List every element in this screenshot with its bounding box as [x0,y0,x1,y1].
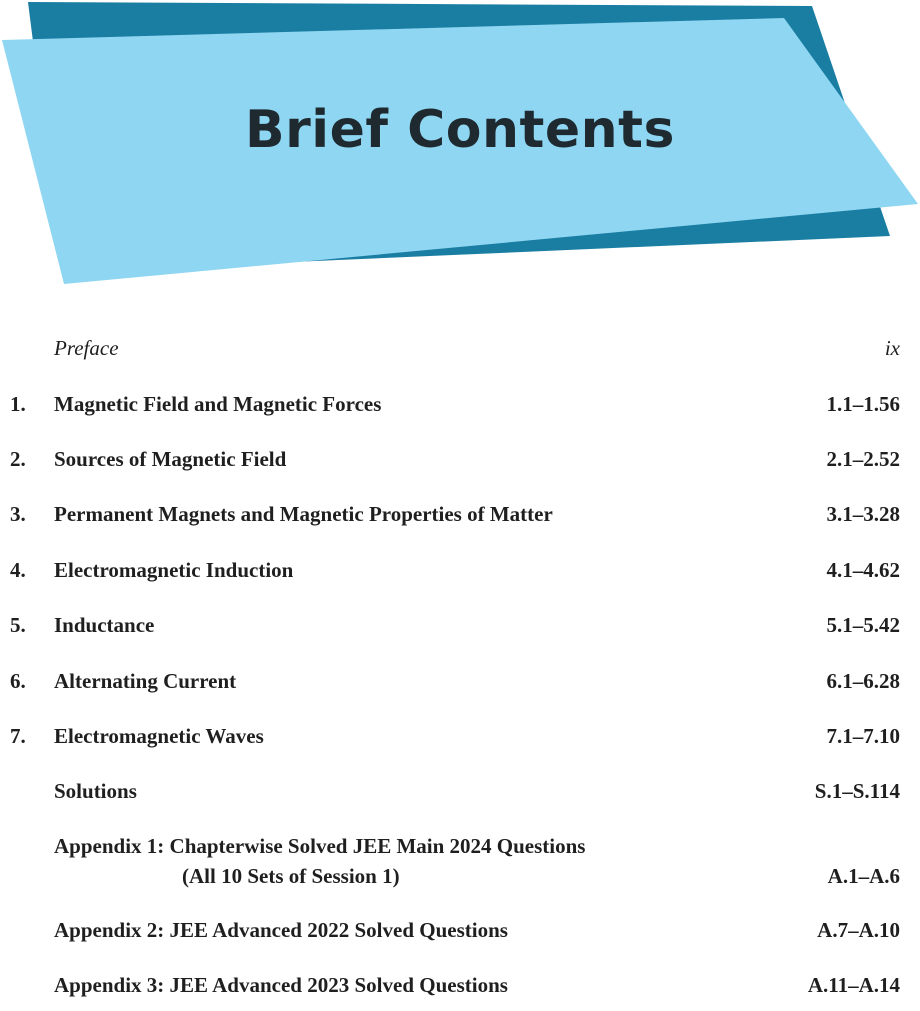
entry-pages: A.11–A.14 [807,973,900,997]
entry-label: Alternating Current [54,669,237,693]
toc-entry-chapter-5[interactable] [0,611,920,651]
entry-pages: 5.1–5.42 [826,613,900,637]
toc-entry-chapter-1[interactable] [0,390,920,430]
entry-label: Sources of Magnetic Field [54,447,287,471]
title-banner [0,0,920,300]
entry-pages: ix [884,336,900,360]
chapter-number: 6. [10,669,26,693]
toc-entry-chapter-4[interactable] [0,556,920,596]
entry-label: Appendix 1: Chapterwise Solved JEE Main 2024 Questions [54,834,586,858]
chapter-number: 4. [10,558,26,582]
entry-pages: 7.1–7.10 [826,724,900,748]
page-title: Brief Contents [245,100,675,160]
entry-pages: 1.1–1.56 [826,392,900,416]
toc-entry-chapter-6[interactable] [0,667,920,707]
chapter-number: 7. [10,724,26,748]
entry-label: Solutions [54,779,137,803]
toc-entry-appendix-3[interactable] [0,971,920,1011]
entry-pages: A.1–A.6 [827,864,900,888]
entry-pages: 6.1–6.28 [826,669,900,693]
entry-label: Preface [54,336,119,360]
entry-label: Appendix 2: JEE Advanced 2022 Solved Questions [54,918,508,942]
entry-pages: A.7–A.10 [817,918,900,942]
chapter-number: 2. [10,447,26,471]
entry-pages: 4.1–4.62 [826,558,900,582]
entry-pages: S.1–S.114 [814,779,900,803]
toc-entry-chapter-3[interactable] [0,500,920,540]
toc-entry-appendix-1[interactable] [0,832,920,892]
entry-label: Appendix 3: JEE Advanced 2023 Solved Questions [54,973,508,997]
entry-label: Inductance [54,613,155,637]
chapter-number: 3. [10,502,26,526]
toc-entry-solutions[interactable] [0,777,920,817]
entry-label: Magnetic Field and Magnetic Forces [54,392,382,416]
toc-entry-chapter-7[interactable] [0,722,920,762]
toc-entry-appendix-2[interactable] [0,916,920,956]
entry-label: Electromagnetic Induction [54,558,294,582]
toc-entry-chapter-2[interactable] [0,445,920,485]
entry-label: Electromagnetic Waves [54,724,264,748]
chapter-number: 1. [10,392,26,416]
chapter-number: 5. [10,613,26,637]
entry-label: Permanent Magnets and Magnetic Properties of Matter [54,502,553,526]
toc-entry-preface[interactable] [0,334,920,374]
entry-sublabel: (All 10 Sets of Session 1) [182,864,400,888]
entry-pages: 2.1–2.52 [826,447,900,471]
entry-pages: 3.1–3.28 [826,502,900,526]
